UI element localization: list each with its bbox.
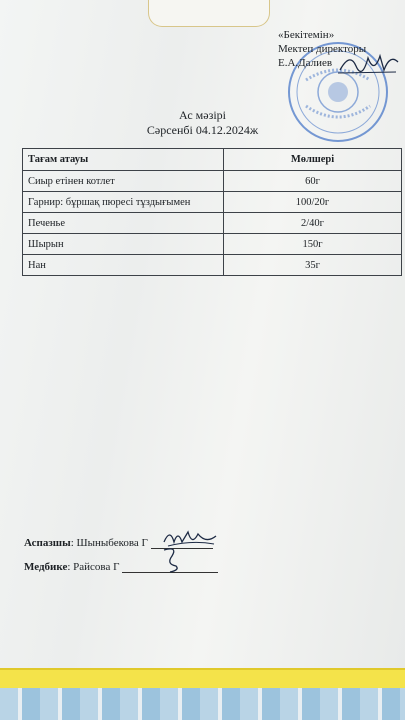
table-header-row xyxy=(23,149,402,171)
dish-name: Нан xyxy=(23,255,224,276)
menu-date: Сәрсенбі 04.12.2024ж xyxy=(146,123,259,137)
nurse-label: Медбике xyxy=(24,561,68,573)
director-name: Е.А.Далиев xyxy=(278,57,333,69)
table-row xyxy=(23,234,402,255)
dish-portion: 2/40г xyxy=(224,213,402,234)
director-signature xyxy=(338,48,400,78)
table-row xyxy=(23,171,402,192)
menu-title-block xyxy=(0,108,405,138)
column-header-dish: Тағам атауы xyxy=(23,149,224,171)
dish-portion: 60г xyxy=(224,171,402,192)
table-row xyxy=(23,255,402,276)
menu-table xyxy=(22,148,402,276)
dish-name: Печенье xyxy=(23,213,224,234)
table-row xyxy=(23,213,402,234)
sleeve-hanger xyxy=(148,0,270,27)
dish-portion: 35г xyxy=(224,255,402,276)
dish-name: Шырын xyxy=(23,234,224,255)
director-title: Мектеп директоры xyxy=(278,43,367,55)
nurse-name: : Райсова Г xyxy=(67,561,120,573)
dish-name: Гарнир: бұршақ пюресі тұздығымен xyxy=(23,192,224,213)
dish-name: Сиыр етінен котлет xyxy=(23,171,224,192)
cook-name: : Шыныбекова Г xyxy=(70,537,148,549)
plastic-sleeve-edge xyxy=(0,668,405,690)
nurse-signature-row xyxy=(24,560,218,573)
column-header-portion: Мөлшері xyxy=(224,149,402,171)
menu-title: Ас мәзірі xyxy=(178,108,227,122)
nurse-signature xyxy=(158,544,186,574)
dish-portion: 150г xyxy=(224,234,402,255)
cook-label: Аспазшы xyxy=(24,537,71,549)
table-row xyxy=(23,192,402,213)
background-fabric xyxy=(0,688,405,720)
dish-portion: 100/20г xyxy=(224,192,402,213)
approval-line: «Бекітемін» xyxy=(278,29,335,41)
